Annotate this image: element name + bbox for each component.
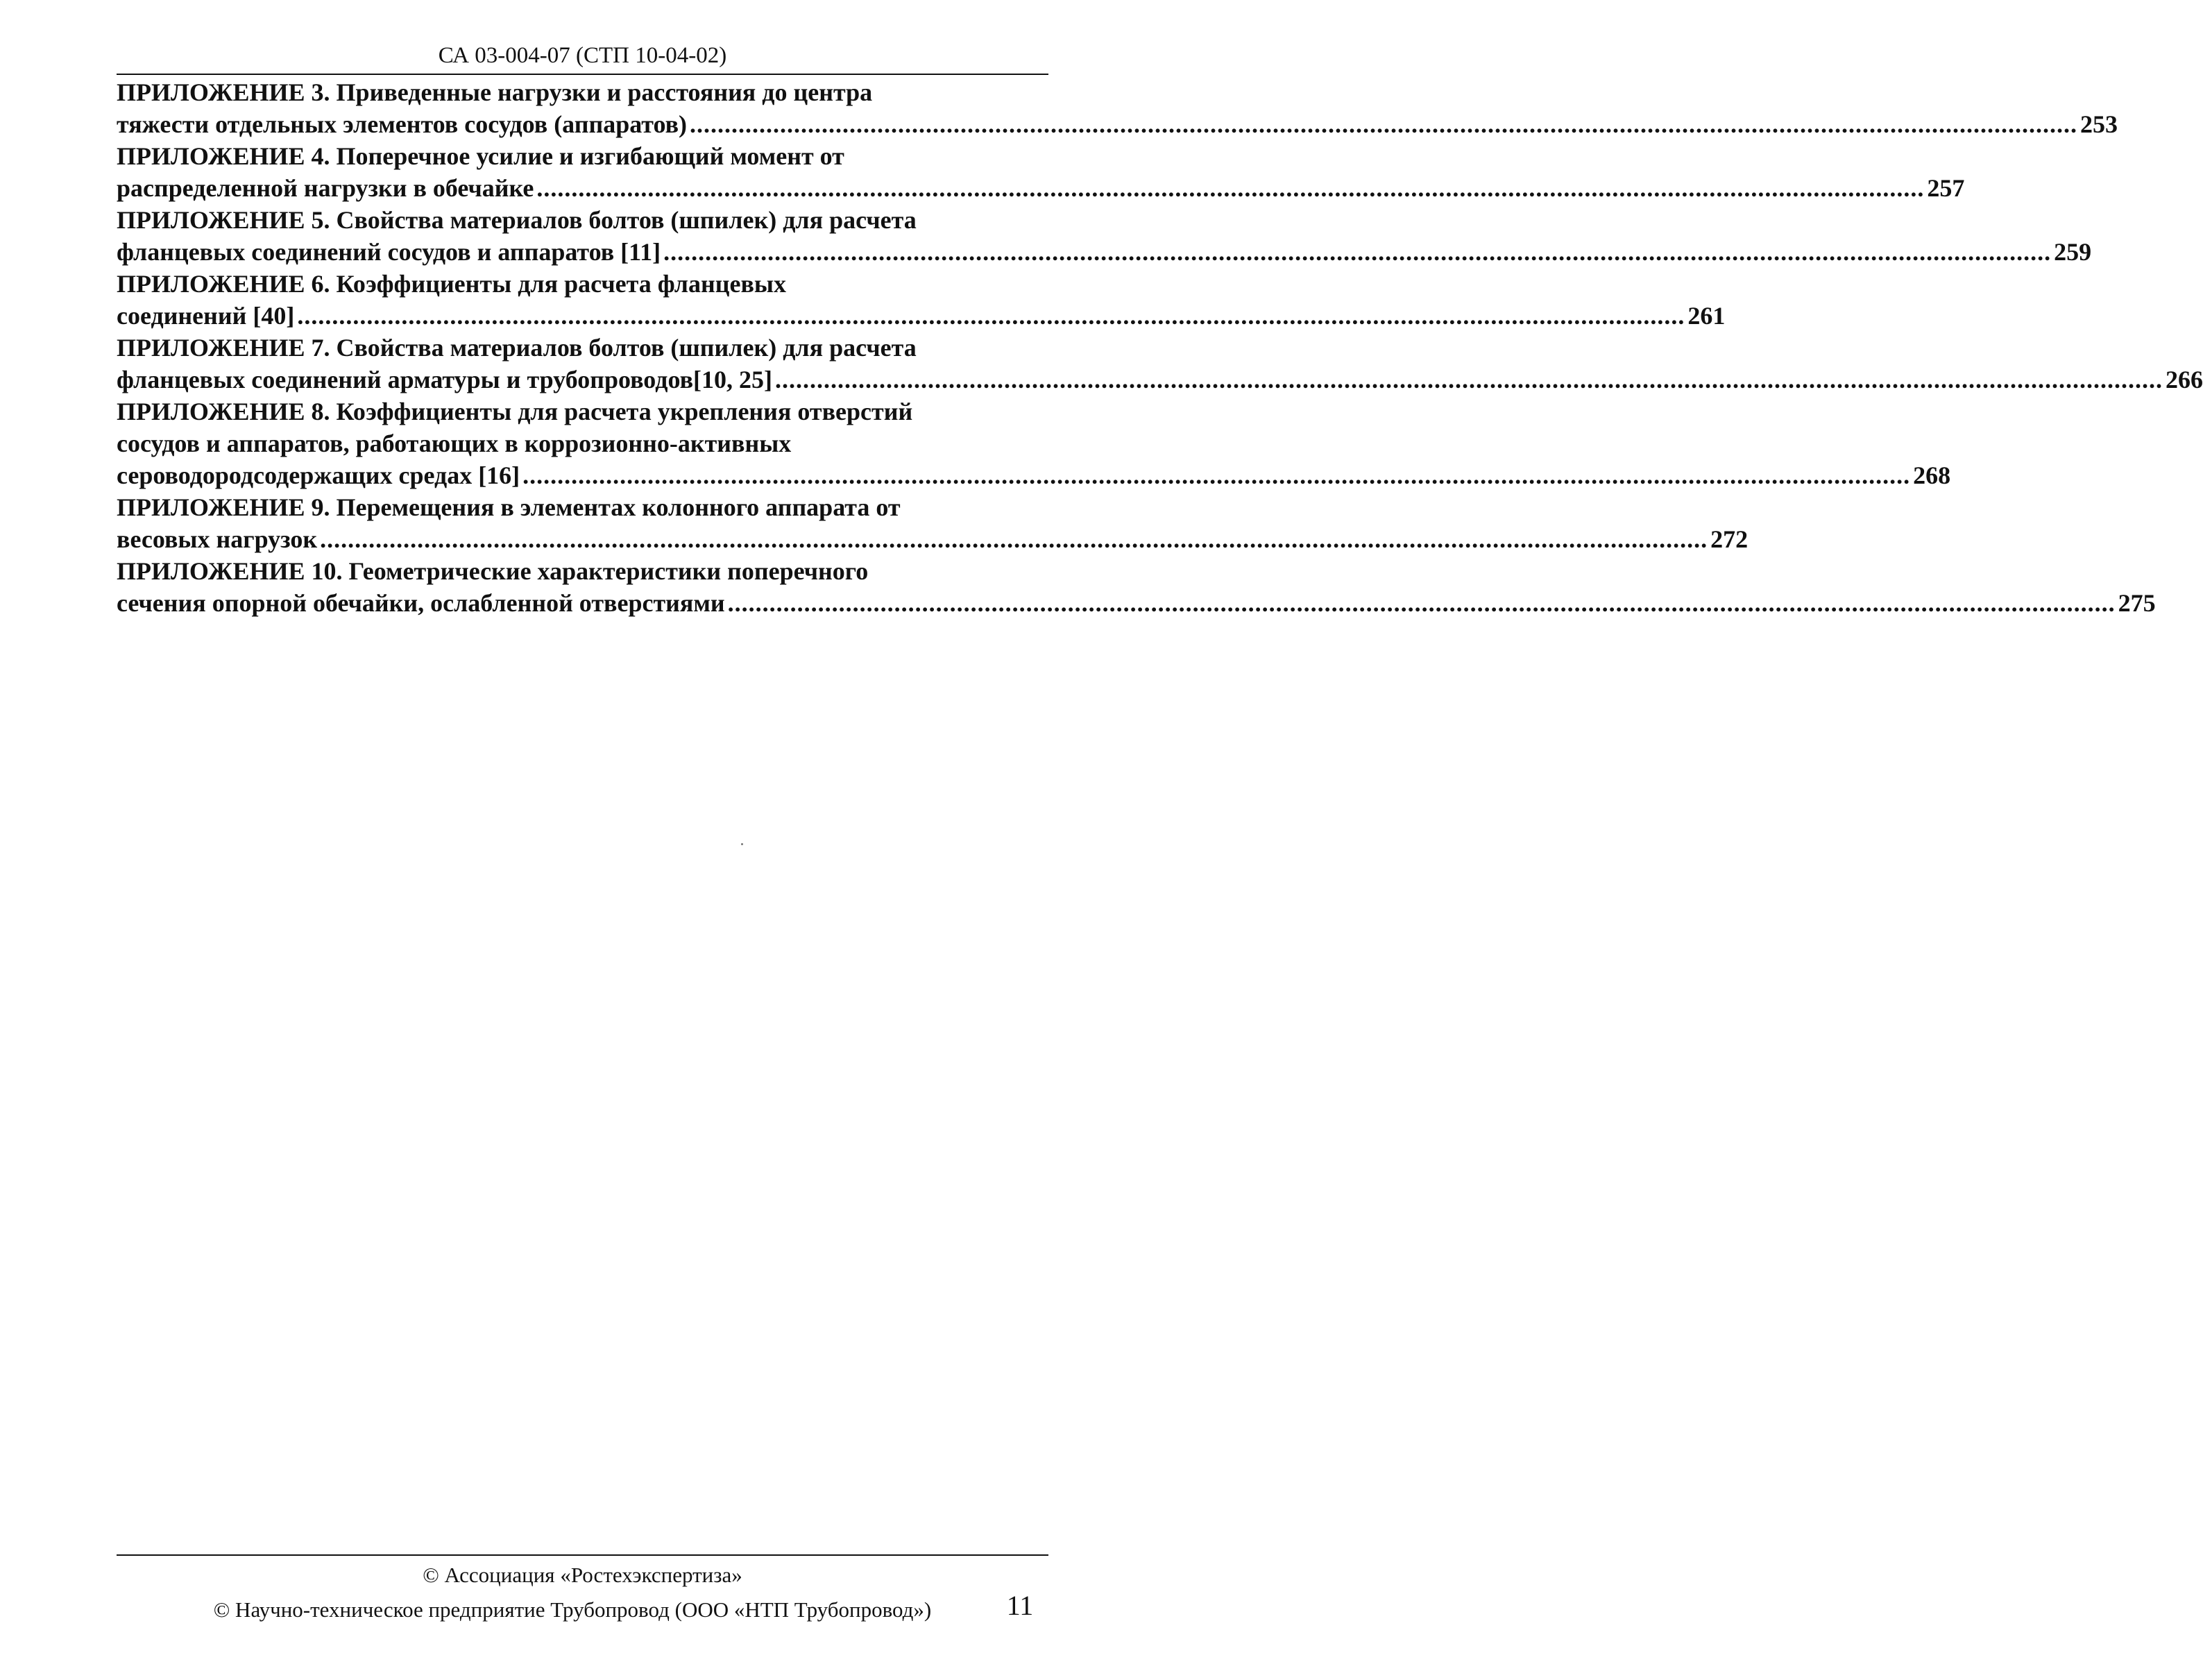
dot-leader: ........................................................................................................................................................................................................	[690, 110, 2078, 138]
toc-page-number: 266	[2165, 366, 2203, 393]
toc-entry	[117, 268, 1726, 332]
document-code-header: СА 03-004-07 (СТП 10-04-02)	[438, 43, 727, 68]
toc-entry-title-line: сосудов и аппаратов, работающих в коррозионно-активных	[117, 430, 792, 457]
dot-leader: ........................................................................................................................................................................................................	[663, 238, 2052, 266]
toc-page-number: 275	[2118, 589, 2156, 617]
dot-leader: ........................................................................................................................................................................................................	[297, 302, 1685, 330]
toc-entry-last-line	[117, 459, 1951, 491]
toc-page-number: 259	[2054, 238, 2092, 266]
toc-entry-title-line: ПРИЛОЖЕНИЕ 9. Перемещения в элементах колонного аппарата от	[117, 493, 901, 521]
toc-entry-title-end: распределенной нагрузки в обечайке	[117, 174, 534, 202]
toc-page-number: 261	[1687, 302, 1726, 330]
toc-entry-title-end: фланцевых соединений сосудов и аппаратов [11]	[117, 238, 661, 266]
toc-entry	[117, 76, 2118, 140]
toc-entry-title-line: ПРИЛОЖЕНИЕ 8. Коэффициенты для расчета укрепления отверстий	[117, 398, 913, 425]
toc-entry-title-line: ПРИЛОЖЕНИЕ 5. Свойства материалов болтов (шпилек) для расчета	[117, 206, 917, 234]
footer-copyright-company: © Научно-техническое предприятие Трубопровод (ООО «НТП Трубопровод»)	[213, 1597, 932, 1622]
toc-entry-title-line: ПРИЛОЖЕНИЕ 3. Приведенные нагрузки и расстояния до центра	[117, 78, 873, 106]
toc-entry	[117, 140, 1965, 204]
toc-entry-last-line	[117, 587, 2156, 619]
toc-entry	[117, 396, 1951, 491]
toc-entry-title-line: ПРИЛОЖЕНИЕ 7. Свойства материалов болтов (шпилек) для расчета	[117, 334, 917, 362]
toc-entry-title-end: сечения опорной обечайки, ослабленной отверстиями	[117, 589, 725, 617]
dot-leader: ........................................................................................................................................................................................................	[320, 525, 1708, 553]
toc-entry	[117, 332, 2203, 396]
dot-leader: ........................................................................................................................................................................................................	[536, 174, 1925, 202]
toc-entry-title-line: ПРИЛОЖЕНИЕ 10. Геометрические характеристики поперечного	[117, 557, 869, 585]
footer-copyright-association: © Ассоциация «Ростехэкспертиза»	[423, 1563, 742, 1587]
toc-entry-last-line	[117, 108, 2118, 140]
scan-speck	[741, 843, 743, 845]
page-number: 11	[1006, 1590, 1034, 1621]
toc-entry-title-end: соединений [40]	[117, 302, 295, 330]
toc-entry	[117, 491, 1749, 555]
toc-page-number: 257	[1927, 174, 1965, 202]
toc-page-number: 253	[2080, 110, 2118, 138]
toc-entry-last-line	[117, 364, 2203, 396]
dot-leader: ........................................................................................................................................................................................................	[727, 589, 2116, 617]
toc-entry-last-line	[117, 523, 1749, 555]
toc-entry-last-line	[117, 172, 1965, 204]
toc-page-number: 272	[1710, 525, 1749, 553]
toc-entry	[117, 204, 2092, 268]
toc-entry-last-line	[117, 236, 2092, 268]
footer-rule	[117, 1554, 1048, 1556]
toc-entry-title-end: весовых нагрузок	[117, 525, 318, 553]
toc-entry-title-end: сероводородсодержащих средах [16]	[117, 461, 520, 489]
table-of-contents	[117, 76, 2203, 619]
toc-page-number: 268	[1913, 461, 1951, 489]
toc-entry-title-line: ПРИЛОЖЕНИЕ 6. Коэффициенты для расчета фланцевых	[117, 270, 786, 298]
dot-leader: ........................................................................................................................................................................................................	[522, 461, 1911, 489]
toc-entry-last-line	[117, 300, 1726, 332]
toc-entry-title-line: ПРИЛОЖЕНИЕ 4. Поперечное усилие и изгибающий момент от	[117, 142, 844, 170]
header-rule	[117, 74, 1048, 75]
toc-entry-title-end: фланцевых соединений арматуры и трубопроводов[10, 25]	[117, 366, 772, 393]
dot-leader: ........................................................................................................................................................................................................	[774, 366, 2163, 393]
toc-entry-title-end: тяжести отдельных элементов сосудов (аппаратов)	[117, 110, 688, 138]
toc-entry	[117, 555, 2156, 619]
